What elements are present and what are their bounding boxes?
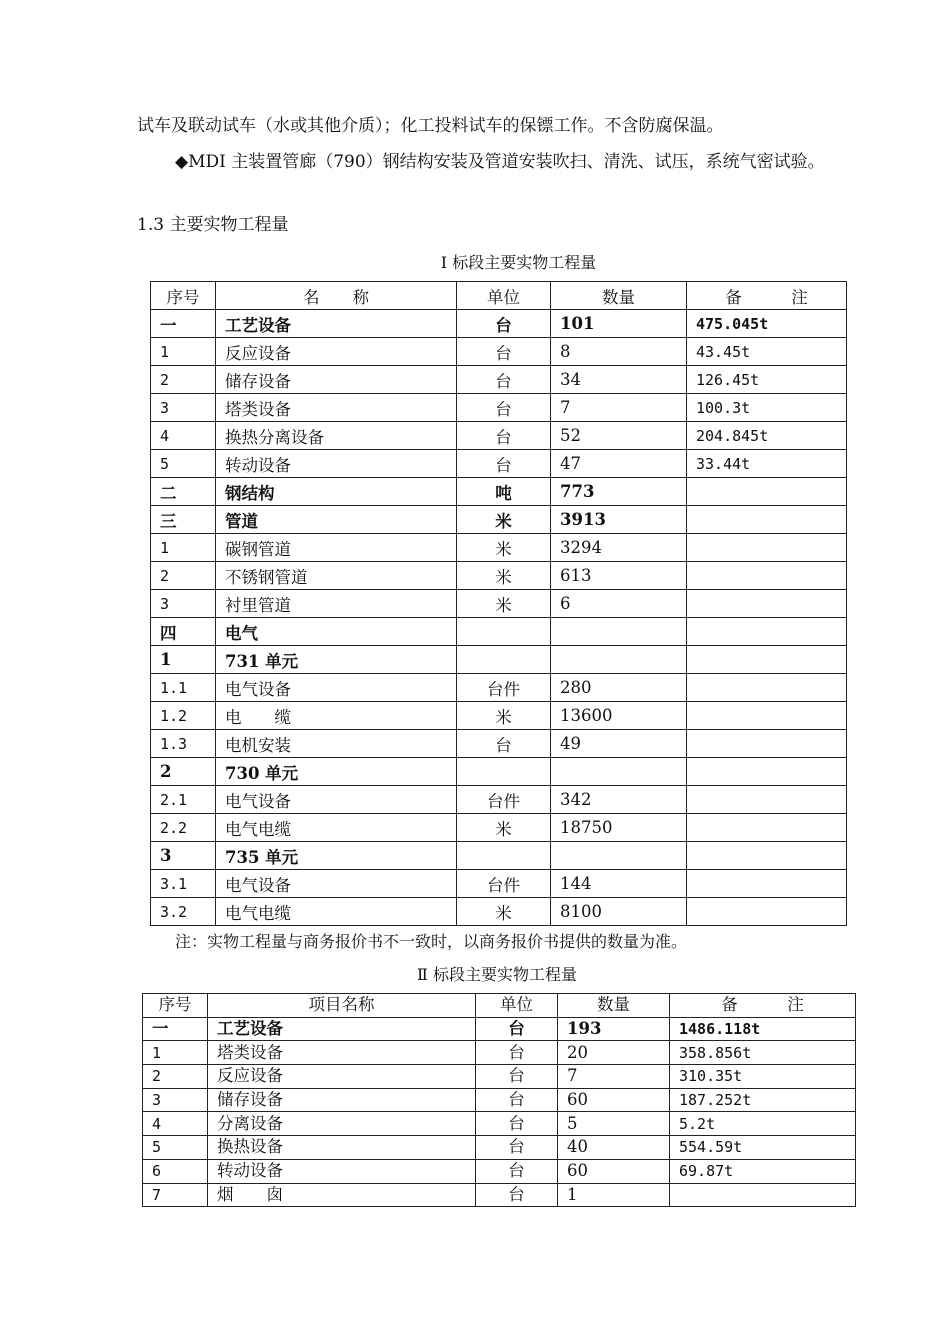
row-unit: 台: [457, 450, 551, 478]
table-row: [143, 1159, 856, 1183]
table-row: [151, 422, 847, 450]
table-row: [151, 506, 847, 534]
table-row: [151, 618, 847, 646]
row-number: 5: [151, 450, 216, 478]
row-number: 3: [151, 842, 216, 870]
table-row: [143, 1017, 856, 1041]
row-unit: 台件: [457, 786, 551, 814]
row-unit: 米: [457, 702, 551, 730]
table-row: [151, 786, 847, 814]
row-unit: 台: [457, 366, 551, 394]
row-name: 转动设备: [216, 450, 457, 478]
row-unit: 台: [476, 1017, 558, 1041]
row-unit: [457, 646, 551, 674]
row-unit: 台: [476, 1183, 558, 1207]
row-number: 6: [143, 1159, 208, 1183]
row-note: [687, 534, 847, 562]
row-unit: 米: [457, 898, 551, 926]
row-number: 1.3: [151, 730, 216, 758]
row-note: [687, 618, 847, 646]
table-row: [151, 702, 847, 730]
row-name: 换热分离设备: [216, 422, 457, 450]
row-note: 5.2t: [670, 1112, 856, 1136]
row-unit: 米: [457, 534, 551, 562]
table-row: [151, 478, 847, 506]
row-name: 塔类设备: [208, 1041, 476, 1065]
row-unit: 米: [457, 506, 551, 534]
row-name: 电气: [216, 618, 457, 646]
row-note: 554.59t: [670, 1136, 856, 1160]
row-unit: 吨: [457, 478, 551, 506]
table-row: [151, 758, 847, 786]
row-number: 7: [143, 1183, 208, 1207]
row-number: 1: [151, 338, 216, 366]
table2: [142, 993, 856, 1207]
col-header: 单位: [457, 282, 551, 310]
table-row: [151, 366, 847, 394]
row-name: 储存设备: [208, 1088, 476, 1112]
row-note: 69.87t: [670, 1159, 856, 1183]
row-note: [687, 646, 847, 674]
row-name: 不锈钢管道: [216, 562, 457, 590]
row-note: [687, 674, 847, 702]
row-name: 电气电缆: [216, 898, 457, 926]
row-number: 3.2: [151, 898, 216, 926]
row-note: [687, 898, 847, 926]
row-unit: 米: [457, 562, 551, 590]
row-quantity: 40: [558, 1136, 670, 1160]
row-note: 43.45t: [687, 338, 847, 366]
row-quantity: 47: [551, 450, 687, 478]
row-note: 126.45t: [687, 366, 847, 394]
table-row: [151, 814, 847, 842]
row-note: 475.045t: [687, 310, 847, 338]
col-header: 序号: [151, 282, 216, 310]
col-header: 单位: [476, 994, 558, 1018]
row-number: 3: [151, 590, 216, 618]
row-quantity: 3294: [551, 534, 687, 562]
row-name: 储存设备: [216, 366, 457, 394]
row-note: 1486.118t: [670, 1017, 856, 1041]
table-row: [151, 338, 847, 366]
row-name: 735 单元: [216, 842, 457, 870]
row-name: 工艺设备: [216, 310, 457, 338]
table-row: [151, 646, 847, 674]
row-unit: 台: [457, 394, 551, 422]
row-number: 一: [143, 1017, 208, 1041]
col-header: 备 注: [687, 282, 847, 310]
table-row: [143, 1112, 856, 1136]
row-quantity: 773: [551, 478, 687, 506]
row-unit: 台件: [457, 870, 551, 898]
row-number: 2: [151, 758, 216, 786]
section-heading: 1.3 主要实物工程量: [137, 215, 289, 235]
row-number: 3: [143, 1088, 208, 1112]
table-row: [151, 310, 847, 338]
row-name: 731 单元: [216, 646, 457, 674]
row-note: [687, 758, 847, 786]
row-name: 电机安装: [216, 730, 457, 758]
table-row: [151, 394, 847, 422]
row-number: 1: [143, 1041, 208, 1065]
row-name: 电 缆: [216, 702, 457, 730]
row-note: [687, 842, 847, 870]
row-quantity: 193: [558, 1017, 670, 1041]
intro-line-2: ◆MDI 主装置管廊（790）钢结构安装及管道安装吹扫、清洗、试压，系统气密试验。: [175, 152, 825, 172]
row-name: 烟 囱: [208, 1183, 476, 1207]
row-quantity: 5: [558, 1112, 670, 1136]
row-quantity: 60: [558, 1088, 670, 1112]
row-note: 33.44t: [687, 450, 847, 478]
row-note: [687, 730, 847, 758]
row-quantity: 18750: [551, 814, 687, 842]
table-row: [151, 674, 847, 702]
table-row: [151, 562, 847, 590]
row-quantity: 8: [551, 338, 687, 366]
col-header: 数量: [558, 994, 670, 1018]
row-note: [687, 562, 847, 590]
row-number: 1.2: [151, 702, 216, 730]
row-note: 187.252t: [670, 1088, 856, 1112]
row-unit: 台: [457, 730, 551, 758]
row-name: 电气设备: [216, 870, 457, 898]
row-quantity: 20: [558, 1041, 670, 1065]
row-quantity: 52: [551, 422, 687, 450]
row-name: 碳钢管道: [216, 534, 457, 562]
row-number: 2.2: [151, 814, 216, 842]
table1-caption: Ⅰ 标段主要实物工程量: [440, 253, 597, 272]
table-row: [151, 534, 847, 562]
row-note: 358.856t: [670, 1041, 856, 1065]
row-name: 管道: [216, 506, 457, 534]
row-quantity: 1: [558, 1183, 670, 1207]
row-unit: 台件: [457, 674, 551, 702]
row-number: 一: [151, 310, 216, 338]
row-quantity: 101: [551, 310, 687, 338]
row-quantity: 280: [551, 674, 687, 702]
row-number: 1.1: [151, 674, 216, 702]
row-name: 衬里管道: [216, 590, 457, 618]
row-quantity: 13600: [551, 702, 687, 730]
row-unit: 台: [476, 1041, 558, 1065]
col-header: 数量: [551, 282, 687, 310]
row-name: 730 单元: [216, 758, 457, 786]
row-number: 2: [143, 1065, 208, 1089]
row-number: 4: [143, 1112, 208, 1136]
row-number: 5: [143, 1136, 208, 1160]
row-number: 三: [151, 506, 216, 534]
row-note: 204.845t: [687, 422, 847, 450]
col-header: 序号: [143, 994, 208, 1018]
table1-header-row: [151, 282, 847, 310]
row-number: 2: [151, 366, 216, 394]
row-name: 电气设备: [216, 674, 457, 702]
row-number: 二: [151, 478, 216, 506]
row-unit: 台: [476, 1065, 558, 1089]
row-unit: 台: [457, 422, 551, 450]
row-quantity: 34: [551, 366, 687, 394]
table-row: [151, 450, 847, 478]
row-name: 分离设备: [208, 1112, 476, 1136]
row-unit: [457, 842, 551, 870]
table-row: [143, 1136, 856, 1160]
col-header: 名 称: [216, 282, 457, 310]
table2-caption: Ⅱ 标段主要实物工程量: [417, 965, 577, 984]
row-note: [687, 590, 847, 618]
row-name: 换热设备: [208, 1136, 476, 1160]
row-name: 塔类设备: [216, 394, 457, 422]
table-row: [151, 898, 847, 926]
row-name: 电气设备: [216, 786, 457, 814]
row-quantity: 8100: [551, 898, 687, 926]
row-quantity: 7: [551, 394, 687, 422]
row-unit: 台: [457, 338, 551, 366]
row-note: [687, 478, 847, 506]
row-quantity: [551, 758, 687, 786]
row-name: 电气电缆: [216, 814, 457, 842]
col-header: 项目名称: [208, 994, 476, 1018]
row-number: 3.1: [151, 870, 216, 898]
table-row: [151, 590, 847, 618]
row-name: 钢结构: [216, 478, 457, 506]
row-quantity: [551, 842, 687, 870]
row-quantity: 342: [551, 786, 687, 814]
table1-note: 注：实物工程量与商务报价书不一致时，以商务报价书提供的数量为准。: [175, 932, 688, 951]
row-quantity: 49: [551, 730, 687, 758]
row-name: 反应设备: [216, 338, 457, 366]
row-unit: [457, 758, 551, 786]
row-number: 4: [151, 422, 216, 450]
row-note: [687, 506, 847, 534]
table-row: [143, 1088, 856, 1112]
row-name: 转动设备: [208, 1159, 476, 1183]
row-name: 反应设备: [208, 1065, 476, 1089]
table-row: [151, 842, 847, 870]
row-note: 310.35t: [670, 1065, 856, 1089]
row-unit: 台: [457, 310, 551, 338]
row-note: [687, 870, 847, 898]
row-number: 1: [151, 534, 216, 562]
row-quantity: 613: [551, 562, 687, 590]
row-quantity: 60: [558, 1159, 670, 1183]
row-unit: 台: [476, 1136, 558, 1160]
row-quantity: [551, 646, 687, 674]
row-quantity: [551, 618, 687, 646]
row-number: 四: [151, 618, 216, 646]
row-note: 100.3t: [687, 394, 847, 422]
table2-header-row: [143, 994, 856, 1018]
row-unit: 台: [476, 1112, 558, 1136]
row-number: 1: [151, 646, 216, 674]
row-name: 工艺设备: [208, 1017, 476, 1041]
row-quantity: 6: [551, 590, 687, 618]
table-row: [151, 870, 847, 898]
row-quantity: 7: [558, 1065, 670, 1089]
intro-line-1: 试车及联动试车（水或其他介质）；化工投料试车的保镖工作。不含防腐保温。: [137, 116, 724, 136]
row-unit: 米: [457, 590, 551, 618]
row-quantity: 3913: [551, 506, 687, 534]
row-unit: [457, 618, 551, 646]
table-row: [151, 730, 847, 758]
row-quantity: 144: [551, 870, 687, 898]
table-row: [143, 1041, 856, 1065]
row-unit: 台: [476, 1159, 558, 1183]
row-number: 3: [151, 394, 216, 422]
table-row: [143, 1183, 856, 1207]
table-row: [143, 1065, 856, 1089]
row-note: [670, 1183, 856, 1207]
row-number: 2.1: [151, 786, 216, 814]
col-header: 备 注: [670, 994, 856, 1018]
row-unit: 米: [457, 814, 551, 842]
row-unit: 台: [476, 1088, 558, 1112]
row-note: [687, 702, 847, 730]
row-note: [687, 786, 847, 814]
row-number: 2: [151, 562, 216, 590]
row-note: [687, 814, 847, 842]
table1: [150, 281, 847, 926]
